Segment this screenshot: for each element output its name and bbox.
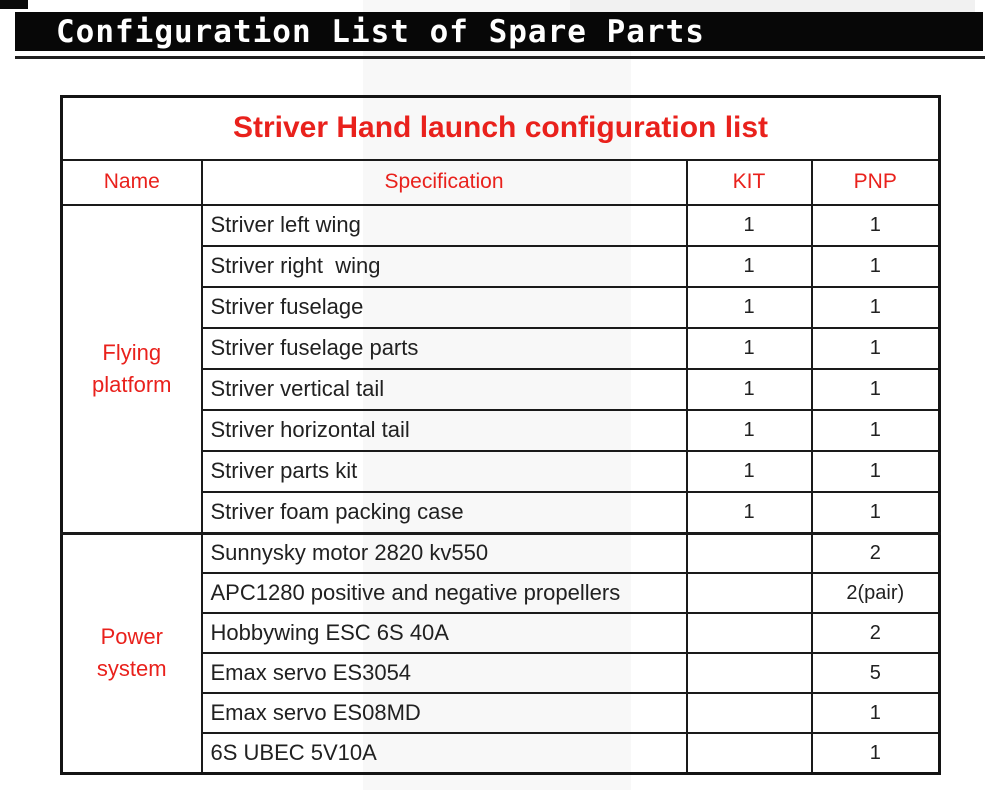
kit-cell: 1 [687, 451, 812, 492]
spec-cell: Striver foam packing case [202, 492, 687, 533]
pnp-cell: 1 [812, 451, 940, 492]
column-header-kit: KIT [687, 160, 812, 205]
group-name-cell: Flying platform [62, 205, 202, 534]
spec-cell: Striver left wing [202, 205, 687, 246]
kit-cell [687, 573, 812, 613]
spec-cell: Striver horizontal tail [202, 410, 687, 451]
column-header-pnp: PNP [812, 160, 940, 205]
kit-cell [687, 653, 812, 693]
table-row [62, 533, 940, 573]
pnp-cell: 1 [812, 246, 940, 287]
spec-cell: APC1280 positive and negative propellers [202, 573, 687, 613]
kit-cell: 1 [687, 369, 812, 410]
pnp-cell: 1 [812, 410, 940, 451]
kit-cell: 1 [687, 205, 812, 246]
spec-cell: Emax servo ES3054 [202, 653, 687, 693]
scan-artifact-strip [570, 0, 975, 12]
kit-cell [687, 733, 812, 773]
banner-underline [15, 56, 985, 59]
table-title: Striver Hand launch configuration list [62, 97, 940, 160]
page-banner [15, 12, 983, 51]
kit-cell: 1 [687, 492, 812, 533]
table-row [62, 205, 940, 246]
kit-cell: 1 [687, 287, 812, 328]
spec-cell: Emax servo ES08MD [202, 693, 687, 733]
kit-cell [687, 693, 812, 733]
kit-cell [687, 533, 812, 573]
table-header-row [62, 160, 940, 205]
pnp-cell: 1 [812, 733, 940, 773]
kit-cell: 1 [687, 410, 812, 451]
spec-cell: 6S UBEC 5V10A [202, 733, 687, 773]
kit-cell [687, 613, 812, 653]
kit-cell: 1 [687, 246, 812, 287]
pnp-cell: 1 [812, 693, 940, 733]
group-name-cell: Power system [62, 533, 202, 774]
pnp-cell: 1 [812, 205, 940, 246]
pnp-cell: 1 [812, 369, 940, 410]
configuration-table-wrap [60, 95, 938, 775]
pnp-cell: 2(pair) [812, 573, 940, 613]
spec-cell: Sunnysky motor 2820 kv550 [202, 533, 687, 573]
pnp-cell: 1 [812, 328, 940, 369]
spec-cell: Striver right wing [202, 246, 687, 287]
pnp-cell: 1 [812, 287, 940, 328]
column-header-specification: Specification [202, 160, 687, 205]
configuration-table [60, 95, 941, 775]
spec-cell: Hobbywing ESC 6S 40A [202, 613, 687, 653]
spec-cell: Striver vertical tail [202, 369, 687, 410]
kit-cell: 1 [687, 328, 812, 369]
pnp-cell: 1 [812, 492, 940, 533]
spec-cell: Striver parts kit [202, 451, 687, 492]
corner-mark [0, 0, 28, 9]
pnp-cell: 2 [812, 533, 940, 573]
spec-cell: Striver fuselage [202, 287, 687, 328]
table-body [62, 205, 940, 774]
pnp-cell: 2 [812, 613, 940, 653]
page-title: Configuration List of Spare Parts [56, 13, 705, 50]
table-title-row [62, 97, 940, 160]
pnp-cell: 5 [812, 653, 940, 693]
column-header-name: Name [62, 160, 202, 205]
spec-cell: Striver fuselage parts [202, 328, 687, 369]
